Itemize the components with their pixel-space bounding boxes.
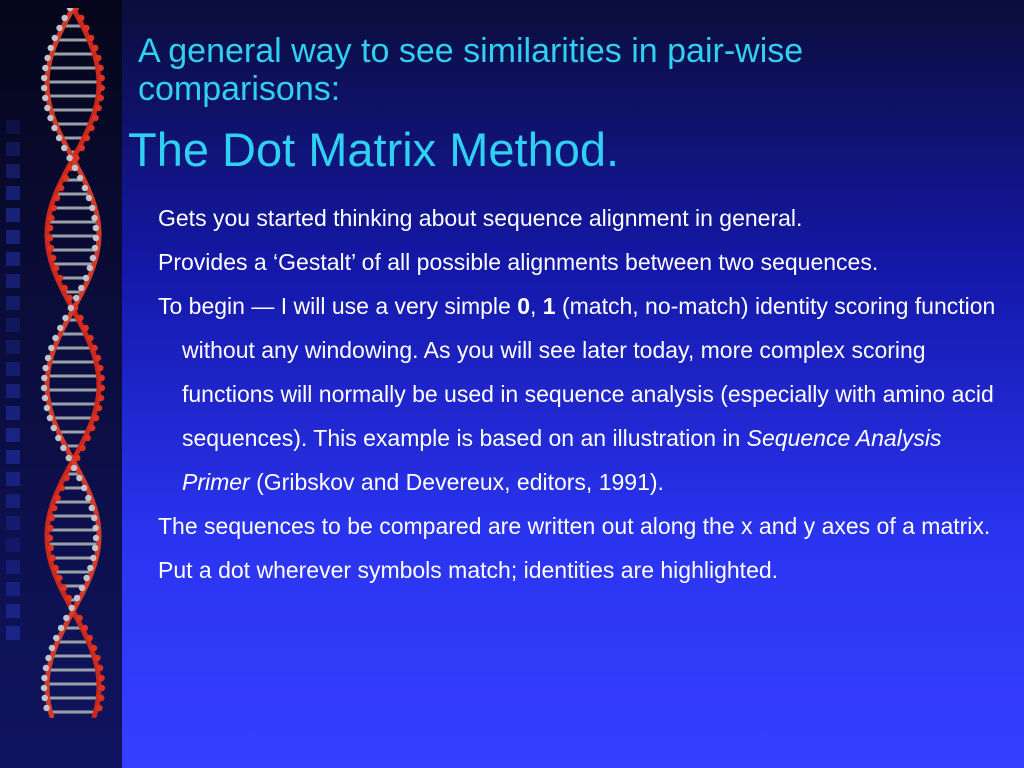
dna-helix-icon	[28, 8, 118, 718]
score-zero: 0	[517, 293, 530, 319]
decor-square	[6, 362, 20, 376]
decor-square	[6, 120, 20, 134]
bullet-item: The sequences to be compared are written out along the x and y axes of a matrix.	[158, 513, 991, 539]
slide-title: The Dot Matrix Method.	[128, 123, 620, 176]
decor-square	[6, 384, 20, 398]
decor-square	[6, 252, 20, 266]
left-decor-strip	[0, 0, 122, 768]
decor-square	[6, 494, 20, 508]
bullet-item: Gets you started thinking about sequence alignment in general.	[158, 205, 803, 231]
decor-square	[6, 626, 20, 640]
decor-square	[6, 296, 20, 310]
decor-square	[6, 318, 20, 332]
decor-square	[6, 516, 20, 530]
decor-square	[6, 582, 20, 596]
book-title: Sequence Analysis Primer	[182, 425, 942, 495]
decor-square	[6, 560, 20, 574]
decor-square	[6, 538, 20, 552]
decor-square	[6, 450, 20, 464]
slide-subtitle: A general way to see similarities in pair-wise comparisons:	[138, 32, 804, 108]
bullet-text: (Gribskov and Devereux, editors, 1991).	[249, 469, 664, 495]
decor-square	[6, 164, 20, 178]
decor-square	[6, 472, 20, 486]
decor-square	[6, 186, 20, 200]
decorative-squares	[6, 120, 30, 720]
decor-square	[6, 340, 20, 354]
decor-square	[6, 428, 20, 442]
decor-square	[6, 208, 20, 222]
bullet-list	[158, 196, 1008, 592]
decor-square	[6, 604, 20, 618]
bullet-item	[158, 284, 1008, 504]
decor-square	[6, 142, 20, 156]
bullet-item: Provides a ‘Gestalt’ of all possible alignments between two sequences.	[158, 249, 879, 275]
bullet-item: Put a dot wherever symbols match; identities are highlighted.	[158, 557, 779, 583]
bullet-text: (match, no-match) identity scoring function without any windowing. As you will see later today, more complex scoring functions will normally be used in sequence analysis (especially with amino acid sequences). This example is based on an illustration in	[182, 293, 996, 451]
decor-square	[6, 230, 20, 244]
bullet-text: ,	[530, 293, 543, 319]
decor-square	[6, 274, 20, 288]
bullet-text: To begin — I will use a very simple	[158, 293, 518, 319]
decor-square	[6, 406, 20, 420]
score-one: 1	[542, 293, 556, 319]
